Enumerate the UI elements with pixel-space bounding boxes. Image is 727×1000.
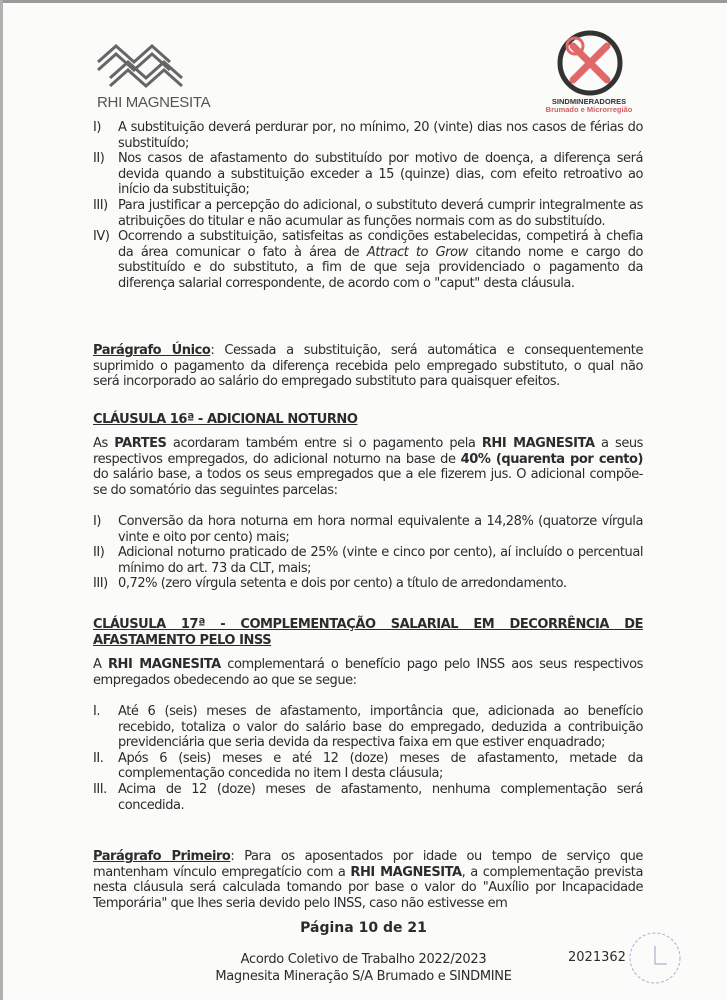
page-number: Página 10 de 21 bbox=[300, 920, 427, 936]
paragrafo-unico: Parágrafo Único: Cessada a substituição, será automática e consequentemente suprimido o pagamento da diferença recebida pelo empregado substituto, o qual não será incorporado ao salário do empregado substituto para quaisquer efeitos. bbox=[93, 343, 643, 390]
list-item: I. Até 6 (seis) meses de afastamento, importância que, adicionada ao benefício recebido, totaliza o valor do salário base do empregado, deduzida a contribuição previdenciária que seria devida da respectiva faixa em que estiver enquadrado; bbox=[93, 704, 643, 751]
clausula-16-heading: CLÁUSULA 16ª - ADICIONAL NOTURNO bbox=[93, 412, 358, 427]
stamp-seal bbox=[625, 928, 685, 988]
sindmineradores-logo bbox=[555, 28, 625, 98]
sindmineradores-logo-text: SINDMINERADORES Brumado e Microrregião bbox=[545, 97, 633, 114]
list-item: I) A substituição deverá perdurar por, no mínimo, 20 (vinte) dias nos casos de férias do substituído; bbox=[93, 120, 643, 151]
list-item: III) 0,72% (zero vírgula setenta e dois por cento) a título de arredondamento. bbox=[93, 576, 567, 592]
clausula-17-heading: CLÁUSULA 17ª - COMPLEMENTAÇÃO SALARIAL EM DECORRÊNCIA DE AFASTAMENTO PELO INSS bbox=[93, 617, 643, 648]
rhi-magnesita-logo bbox=[96, 40, 186, 92]
list-item: III. Acima de 12 (doze) meses de afastamento, nenhuma complementação será concedida. bbox=[93, 781, 643, 813]
clausula-16-paragraph: As PARTES acordaram também entre si o pagamento pela RHI MAGNESITA a seus respectivos empregados, do adicional noturno na base de 40% (quarenta por cento) do salário base, a todos os seus empregados que a ele fizerem jus. O adicional compõe-se do somatório das seguintes parcelas: bbox=[93, 436, 643, 498]
scan-edge bbox=[0, 0, 727, 3]
rhi-magnesita-logo-text: RHI MAGNESITA bbox=[97, 94, 211, 111]
list-item: III) Para justificar a percepção do adicional, o substituto deverá cumprir integralmente as atribuições do titular e não acumular as funções normais com as do substituído. bbox=[93, 197, 643, 229]
document-code: 2021362 bbox=[568, 950, 626, 965]
clausula-16-list bbox=[93, 514, 643, 592]
substitution-list bbox=[93, 120, 643, 292]
list-item: II) Nos casos de afastamento do substituído por motivo de doença, a diferença será devida quando a substituição exceder a 15 (quinze) dias, com efeito retroativo ao início da substituição; bbox=[93, 151, 643, 198]
clausula-17-paragraph: A RHI MAGNESITA complementará o benefício pago pelo INSS aos seus respectivos empregados obedecendo ao que se segue: bbox=[93, 657, 643, 688]
list-item: I) Conversão da hora noturna em hora normal equivalente a 14,28% (quatorze vírgula vinte e oito por cento) mais; bbox=[93, 514, 643, 545]
scan-edge bbox=[0, 0, 3, 1000]
footer-line-2: Magnesita Mineração S/A Brumado e SINDMINE bbox=[215, 969, 512, 984]
clausula-17-list bbox=[93, 704, 643, 813]
list-item: II) Adicional noturno praticado de 25% (vinte e cinco por cento), aí incluído o percentual mínimo do art. 73 da CLT, mais; bbox=[93, 545, 643, 576]
list-item: IV) Ocorrendo a substituição, satisfeitas as condições estabelecidas, competirá à chefia da área comunicar o fato à área de Attract to Grow citando nome e cargo do substituído e do substituto, a fim de que seja providenciado o pagamento da diferença salarial correspondente, de acordo com o "caput" desta cláusula. bbox=[93, 229, 644, 291]
list-item: II. Após 6 (seis) meses e até 12 (doze) meses de afastamento, metade da complementação concedida no item I desta cláusula; bbox=[93, 750, 643, 782]
paragrafo-primeiro: Parágrafo Primeiro: Para os aposentados por idade ou tempo de serviço que mantenham vínculo empregatício com a RHI MAGNESITA, a complementação prevista nesta cláusula será calculada tomando por base o valor do "Auxílio por Incapacidade Temporária" que lhes seria devido pelo INSS, caso não estivesse em bbox=[93, 849, 643, 911]
footer-line-1: Acordo Coletivo de Trabalho 2022/2023 bbox=[240, 952, 487, 967]
